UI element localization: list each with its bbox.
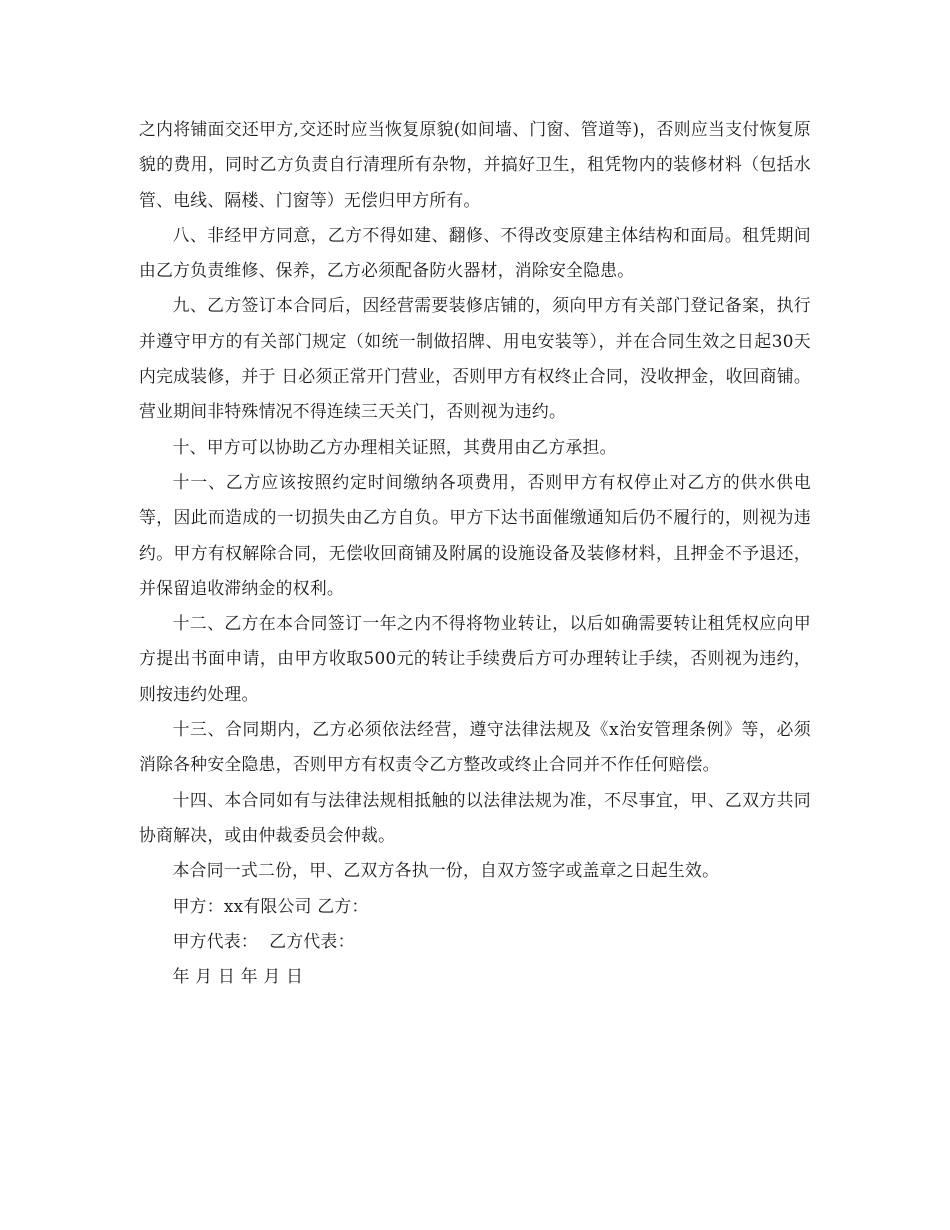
document-body	[139, 112, 811, 994]
clause-8: 八、非经甲方同意，乙方不得如建、翻修、不得改变原建主体结构和面局。租凭期间由乙方负责维修、保养，乙方必须配备防火器材，消除安全隐患。	[139, 224, 811, 281]
signature-representatives: 甲方代表： 乙方代表：	[172, 930, 355, 951]
clause-11: 十一、乙方应该按照约定时间缴纳各项费用，否则甲方有权停止对乙方的供水供电等，因此而造成的一切损失由乙方自负。甲方下达书面催缴通知后仍不履行的，则视为违约。甲方有权解除合同，无偿收回商铺及附属的设施设备及装修材料，且押金不予退还，并保留追收滞纳金的权利。	[139, 471, 811, 598]
closing-statement: 本合同一式二份，甲、乙双方各执一份，自双方签字或盖章之日起生效。	[172, 860, 720, 881]
signature-parties: 甲方：xx有限公司 乙方：	[172, 895, 369, 916]
signature-dates: 年 月 日 年 月 日	[172, 966, 304, 987]
clause-14: 十四、本合同如有与法律法规相抵触的以法律法规为准，不尽事宜，甲、乙双方共同协商解决，或由仲裁委员会仲裁。	[139, 789, 811, 845]
clause-12: 十二、乙方在本合同签订一年之内不得将物业转让，以后如确需要转让租凭权应向甲方提出书面申请，由甲方收取500元的转让手续费后方可办理转让手续，否则视为违约，则按违约处理。	[139, 613, 811, 704]
paragraph-continuation: 之内将铺面交还甲方,交还时应当恢复原貌(如间墙、门窗、管道等)，否则应当支付恢复原貌的费用，同时乙方负责自行清理所有杂物，并搞好卫生，租凭物内的装修材料（包括水管、电线、隔楼、门窗等）无偿归甲方所有。	[139, 119, 811, 210]
clause-13: 十三、合同期内，乙方必须依法经营，遵守法律法规及《x治安管理条例》等，必须消除各种安全隐患，否则甲方有权责令乙方整改或终止合同并不作任何赔偿。	[139, 719, 811, 775]
clause-10: 十、甲方可以协助乙方办理相关证照，其费用由乙方承担。	[172, 436, 617, 457]
clause-9: 九、乙方签订本合同后，因经营需要装修店铺的，须向甲方有关部门登记备案，执行并遵守甲方的有关部门规定（如统一制做招牌、用电安装等），并在合同生效之日起30天内完成装修，并于 日必须正常开门营业，否则甲方有权终止合同，没收押金，收回商铺。营业期间非特殊情况不得连续三天关门，否则视为违约。	[139, 295, 811, 422]
